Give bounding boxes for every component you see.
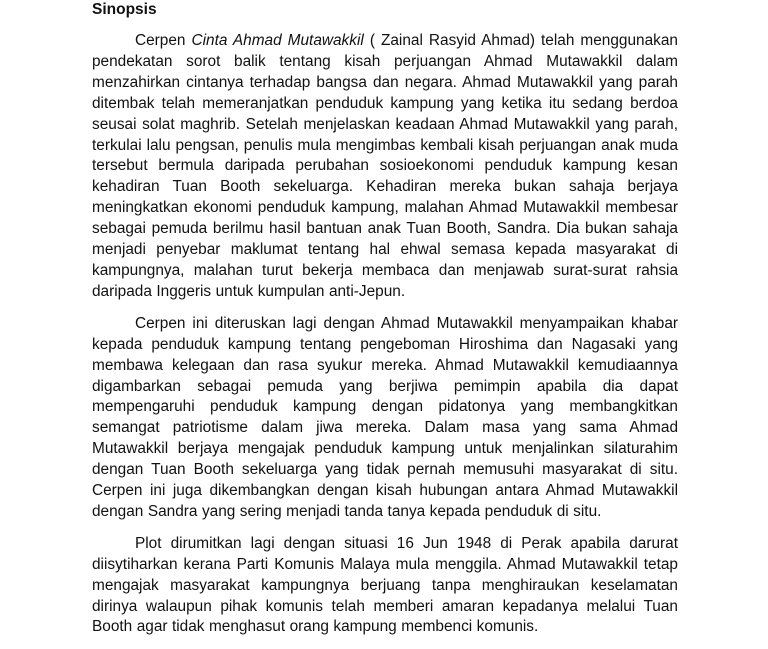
paragraph-1-body: ( Zainal Rasyid Ahmad) telah menggunakan pendekatan sorot balik tentang kisah perjuangan Ahmad Mutawakkil dalam menzahirkan cintanya terhadap bangsa dan negara. Ahmad Mutawakkil yang parah ditembak telah memeranjatkan penduduk kampung yang ketika itu sedang berdoa seusai solat maghrib. Setelah menjelaskan keadaan Ahmad Mutawakkil yang parah, terkulai lalu pengsan, penulis mula mengimbas kembali kisah perjuangan anak muda tersebut bermula daripada perubahan sosioekonomi penduduk kampung kesan kehadiran Tuan Booth sekeluarga. Kehadiran mereka bukan sahaja berjaya meningkatkan ekonomi penduduk kampung, malahan Ahmad Mutawakkil membesar sebagai pemuda berilmu hasil bantuan anak Tuan Booth, Sandra. Dia bukan sahaja menjadi penyebar maklumat tentang hal ehwal semasa kepada masyarakat di kampungnya, malahan turut bekerja membaca dan menjawab surat-surat rahsia daripada Inggeris untuk kumpulan anti-Jepun. [92, 32, 678, 300]
paragraph-2: Cerpen ini diteruskan lagi dengan Ahmad Mutawakkil menyampaikan khabar kepada penduduk kampung tentang pengeboman Hiroshima dan Nagasaki yang membawa kelegaan dan rasa syukur mereka. Ahmad Mutawakkil kemudiaannya digambarkan sebagai pemuda yang berjiwa pemimpin apabila dia dapat mempengaruhi penduduk kampung dengan pidatonya yang membangkitkan semangat patriotisme dalam jiwa mereka. Dalam masa yang sama Ahmad Mutawakkil berjaya mengajak penduduk kampung untuk menjalinkan silaturahim dengan Tuan Booth sekeluarga yang tidak pernah memusuhi masyarakat di situ. Cerpen ini juga dikembangkan dengan kisah hubungan antara Ahmad Mutawakkil dengan Sandra yang sering menjadi tanda tanya kepada penduduk di situ. [92, 314, 678, 520]
paragraph-1 [92, 31, 678, 303]
paragraph-1-lead: Cerpen [135, 32, 192, 49]
paragraph-3: Plot dirumitkan lagi dengan situasi 16 Jun 1948 di Perak apabila darurat diisytiharkan kerana Parti Komunis Malaya mula menggila. Ahmad Mutawakkil tetap mengajak masyarakat kampungnya berjuang tanpa menghiraukan keselamatan dirinya walaupun pihak komunis telah memberi amaran kepadanya melalui Tuan Booth agar tidak menghasut orang kampung membenci komunis. [92, 534, 678, 636]
section-heading: Sinopsis [92, 1, 157, 18]
document-page [92, 0, 678, 649]
story-title: Cinta Ahmad Mutawakkil [191, 32, 364, 49]
